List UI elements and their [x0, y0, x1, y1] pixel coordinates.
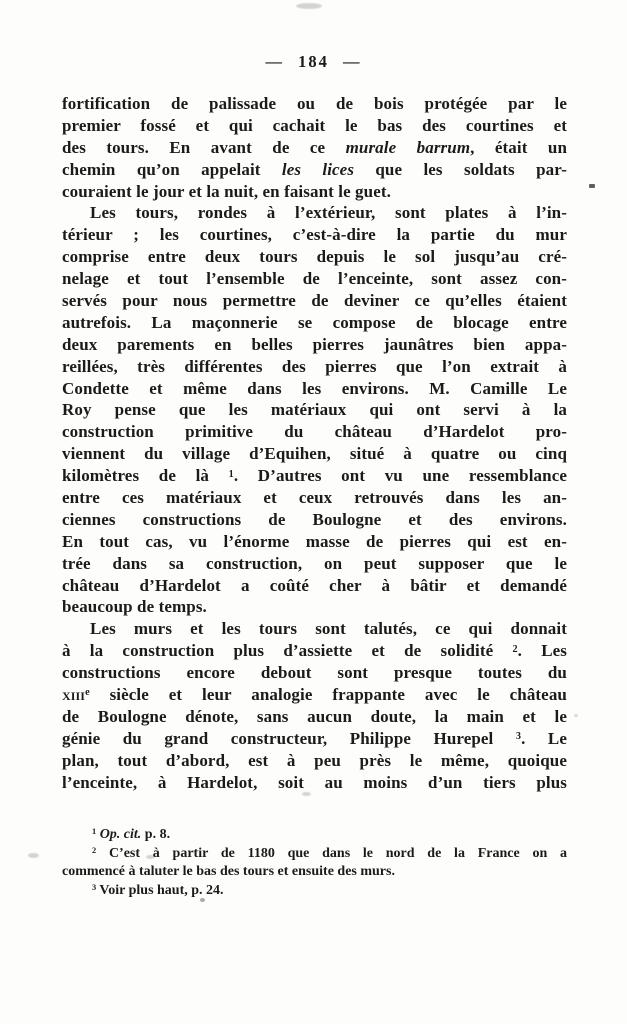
scan-speck: [302, 792, 311, 796]
text-run: ciennes constructions de Boulogne et des environs.: [62, 509, 567, 529]
text-run: p. 8.: [141, 827, 171, 842]
text-run: C’est à partir de 1180 que dans le nord de la France on a: [96, 845, 567, 861]
text-run: , était un: [470, 137, 567, 157]
body-line: [62, 399, 567, 421]
text-run: couraient le jour et la nuit, en faisant le guet.: [62, 181, 391, 201]
text-run: premier fossé et qui cachait le bas des courtines et: [62, 115, 567, 135]
scan-speck: [200, 898, 205, 902]
body-line: [62, 159, 567, 181]
body-line: [62, 465, 567, 487]
text-run: . Le: [521, 728, 567, 748]
body-line: [62, 378, 567, 400]
text-run: beaucoup de temps.: [62, 597, 207, 617]
text-run: à la construction plus d’assiette et de solidité: [62, 641, 513, 661]
body-line: [62, 618, 567, 640]
footnote-line: [62, 863, 567, 882]
text-run: . D’autres ont vu une ressemblance: [233, 466, 567, 486]
text-run: Les tours, rondes à l’extérieur, sont plates à l’in-: [90, 203, 567, 223]
body-line: [62, 750, 567, 772]
body-line: [62, 772, 567, 794]
superscript-footnote-marker: 3: [515, 731, 522, 743]
body-line: [62, 728, 567, 750]
scan-speck: [146, 855, 155, 859]
superscript-footnote-marker: 3: [92, 882, 97, 892]
page-number-header: — 184 —: [265, 52, 362, 71]
footnote-line: [62, 826, 567, 845]
page-body-text: [62, 93, 567, 794]
text-run: entre ces matériaux et ceux retrouvés dans les an-: [62, 488, 567, 508]
text-run: Condette et même dans les environs. M. Camille Le: [62, 378, 567, 398]
text-run: constructions encore debout sont presque toutes du: [62, 663, 567, 683]
body-line: [62, 443, 567, 465]
body-line: [62, 662, 567, 684]
text-run: construction primitive du château d’Hardelot pro-: [62, 422, 567, 442]
text-run: murale barrum: [345, 137, 471, 157]
body-line: [62, 290, 567, 312]
text-run: kilomètres de là: [62, 466, 229, 486]
body-line: [62, 356, 567, 378]
text-run: Les murs et les tours sont talutés, ce qui donnait: [90, 619, 567, 639]
superscript-footnote-marker: 1: [92, 827, 97, 837]
footnotes: [62, 826, 567, 900]
text-run: viennent du village d’Equihen, situé à quatre ou cinq: [62, 444, 567, 464]
text-run: plan, tout d’abord, est à peu près le même, quoique: [62, 750, 567, 770]
text-run: génie du grand constructeur, Philippe Hurepel: [62, 728, 516, 748]
text-run: Voir plus haut, p. 24.: [96, 882, 224, 898]
body-line: [62, 684, 567, 706]
text-run: de Boulogne dénote, sans aucun doute, la main et le: [62, 706, 567, 726]
text-run: comprise entre deux tours depuis le sol jusqu’au cré-: [62, 247, 567, 267]
text-run: des tours. En avant de ce: [62, 137, 346, 157]
body-line: [62, 268, 567, 290]
text-run: fortification de palissade ou de bois protégée par le: [62, 94, 567, 113]
body-line: [62, 137, 567, 159]
footnote-line: [62, 882, 567, 901]
body-line: [62, 421, 567, 443]
body-line: [62, 202, 567, 224]
text-run: servés pour nous permettre de deviner ce qu’elles étaient: [62, 291, 567, 311]
text-run: château d’Hardelot a coûté cher à bâtir et demandé: [62, 575, 567, 595]
body-line: [62, 487, 567, 509]
text-run: trée dans sa construction, on peut supposer que le: [62, 553, 567, 573]
text-run: deux parements en belles pierres jaunâtres bien appa-: [62, 334, 567, 354]
body-line: [62, 706, 567, 728]
text-run: En tout cas, vu l’énorme masse de pierres qui est en-: [62, 531, 567, 551]
body-line: [62, 531, 567, 553]
text-run: siècle et leur analogie frappante avec le château: [89, 685, 567, 705]
body-line: [62, 553, 567, 575]
body-line: [62, 575, 567, 597]
superscript-footnote-marker: 1: [228, 468, 234, 480]
body-line: [62, 334, 567, 356]
superscript-footnote-marker: 2: [92, 845, 97, 855]
text-run: xiii: [62, 685, 86, 705]
text-run: que les soldats par-: [354, 159, 567, 179]
text-run: les lices: [281, 159, 355, 179]
scan-speck: [574, 714, 578, 717]
body-line: [62, 596, 567, 618]
text-run: autrefois. La maçonnerie se compose de blocage entre: [62, 312, 567, 332]
text-run: nelage et tout l’ensemble de l’enceinte, sont assez con-: [62, 269, 567, 289]
body-line: [62, 246, 567, 268]
scan-speck: [296, 3, 322, 9]
body-line: [62, 181, 567, 203]
body-line: [62, 509, 567, 531]
superscript-footnote-marker: 2: [512, 643, 518, 655]
body-line: [62, 312, 567, 334]
text-run: reillées, très différentes des pierres que l’on extrait à: [62, 356, 567, 376]
body-line: [62, 93, 567, 115]
body-line: [62, 115, 567, 137]
body-line: [62, 640, 567, 662]
text-run: Op. cit.: [99, 827, 142, 842]
text-run: térieur ; les courtines, c’est-à-dire la partie du mur: [62, 225, 567, 245]
body-line: [62, 224, 567, 246]
text-run: commencé à taluter le bas des tours et ensuite des murs.: [62, 864, 395, 879]
text-run: . Les: [517, 641, 567, 661]
text-run: chemin qu’on appelait: [62, 159, 282, 179]
superscript-footnote-marker: e: [85, 687, 90, 699]
text-run: l’enceinte, à Hardelot, soit au moins d’un tiers plus: [62, 772, 567, 792]
text-run: Roy pense que les matériaux qui ont servi à la: [62, 400, 567, 420]
scan-speck: [28, 853, 39, 858]
scan-speck: [589, 184, 595, 188]
footnote-line: [62, 845, 567, 864]
